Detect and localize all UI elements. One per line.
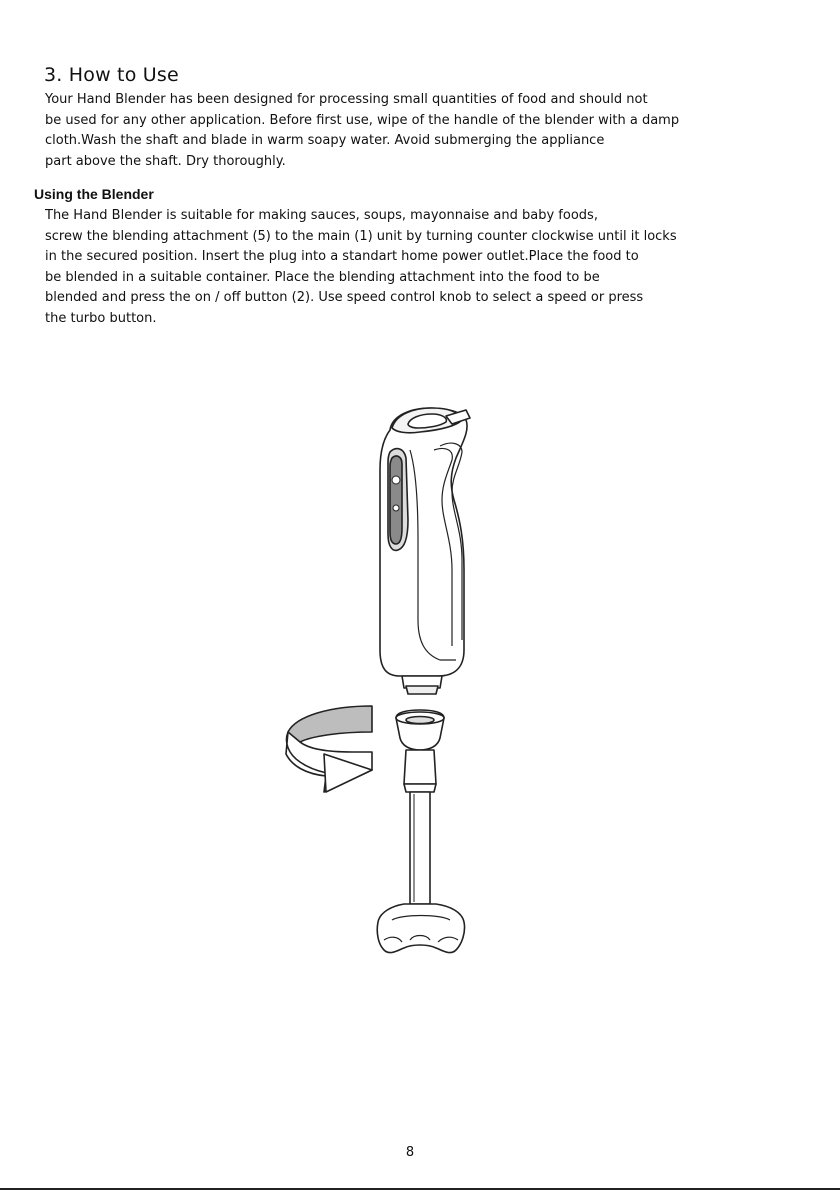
usage-line: screw the blending attachment (5) to the main (1) unit by turning counter clockwise until it locks [45, 228, 677, 244]
intro-line: be used for any other application. Before first use, wipe of the handle of the blender with a damp [45, 112, 680, 128]
usage-line: the turbo button. [45, 310, 157, 326]
blending-shaft-icon [377, 710, 464, 953]
subheading-using-blender: Using the Blender [34, 186, 154, 202]
intro-line: Your Hand Blender has been designed for processing small quantities of food and should not [45, 92, 648, 107]
curved-rotate-arrow-icon [286, 706, 372, 792]
usage-paragraph [45, 206, 677, 329]
blender-illustration [270, 400, 500, 970]
intro-paragraph [45, 90, 679, 172]
intro-line: cloth.Wash the shaft and blade in warm soapy water. Avoid submerging the appliance [45, 133, 605, 148]
hand-blender-motor-icon [380, 408, 470, 694]
usage-line: blended and press the on / off button (2). Use speed control knob to select a speed or press [45, 290, 644, 305]
usage-line: be blended in a suitable container. Place the blending attachment into the food to be [45, 269, 600, 285]
page-number: 8 [405, 1145, 415, 1160]
usage-line: in the secured position. Insert the plug into a standart home power outlet.Place the food to [45, 249, 639, 264]
usage-line: The Hand Blender is suitable for making sauces, soups, mayonnaise and baby foods, [45, 208, 598, 223]
intro-line: part above the shaft. Dry thoroughly. [45, 153, 286, 169]
page-bottom-rule [0, 1188, 840, 1190]
section-title: 3. How to Use [44, 64, 179, 86]
